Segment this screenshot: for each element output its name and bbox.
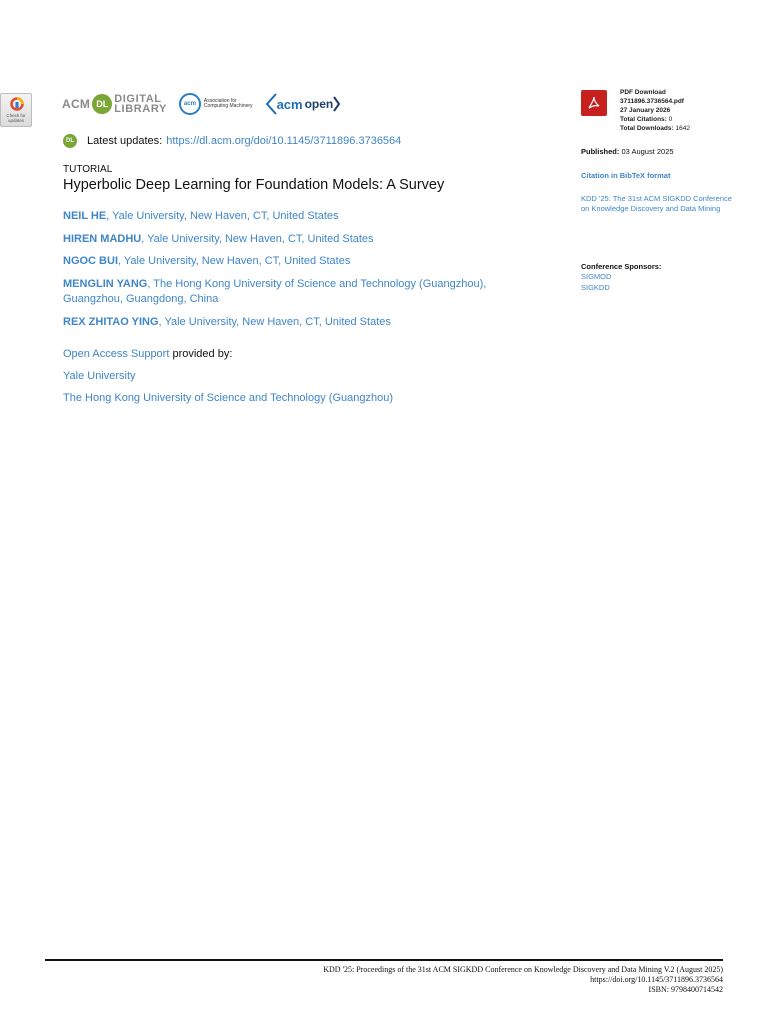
paper-title: Hyperbolic Deep Learning for Foundation Models: A Survey <box>63 177 445 193</box>
acm-open-logo <box>265 93 342 115</box>
publisher-logos <box>62 89 341 119</box>
open-access-support <box>63 348 232 360</box>
conference-link[interactable]: KDD '25: The 31st ACM SIGKDD Conference on Knowledge Discovery and Data Mining <box>581 194 732 213</box>
pdf-download-label[interactable]: PDF Download <box>620 89 666 96</box>
open-access-suffix: provided by: <box>169 348 233 360</box>
author-entry <box>63 209 533 224</box>
pdf-download-icon[interactable] <box>581 90 607 116</box>
latest-updates-label: Latest updates: <box>87 135 163 147</box>
published-date <box>581 147 674 156</box>
total-citations <box>620 115 690 124</box>
acm-association-logo <box>179 93 253 115</box>
oa-institution-link[interactable]: The Hong Kong University of Science and Technology (Guangzhou) <box>63 392 393 404</box>
author-name-link[interactable]: NGOC BUI <box>63 255 118 267</box>
dl-logo-icon: DL <box>92 94 112 114</box>
oa-institution-link[interactable]: Yale University <box>63 370 136 382</box>
footer-divider <box>45 959 723 961</box>
check-updates-label: Check for updates <box>6 113 26 123</box>
acm-open-right-chevron-icon <box>333 93 341 115</box>
dl-word-digital: DIGITAL <box>114 93 162 105</box>
conference-sponsors-label: Conference Sponsors: <box>581 262 662 271</box>
pdf-filename: 3711896.3736564.pdf <box>620 98 684 105</box>
acm-seal-icon: acm <box>179 93 201 115</box>
author-name-link[interactable]: REX ZHITAO YING <box>63 316 159 328</box>
author-entry <box>63 315 533 330</box>
assoc-line-1: Association for <box>203 97 237 104</box>
pdf-acrobat-icon <box>586 95 602 111</box>
acm-open-left-chevron-icon <box>265 93 277 115</box>
footer-doi[interactable]: https://doi.org/10.1145/3711896.3736564 <box>590 975 723 984</box>
dl-mini-icon: DL <box>63 134 77 148</box>
author-affiliation: , Yale University, New Haven, CT, United States <box>106 210 339 222</box>
author-affiliation: , Yale University, New Haven, CT, United States <box>118 255 351 267</box>
dl-word-library: LIBRARY <box>114 103 167 115</box>
acm-logo-text: ACM <box>62 97 91 111</box>
latest-updates <box>63 134 401 148</box>
sponsor-link-sigkdd[interactable]: SIGKDD <box>581 283 610 292</box>
open-access-support-link[interactable]: Open Access Support <box>63 348 170 360</box>
acm-association-text <box>204 99 253 110</box>
author-entry <box>63 254 533 269</box>
check-for-updates-badge[interactable] <box>0 93 32 127</box>
downloads-label: Total Downloads: <box>620 125 674 132</box>
author-name-link[interactable]: MENGLIN YANG <box>63 278 148 290</box>
bibtex-citation-link[interactable]: Citation in BibTeX format <box>581 171 671 180</box>
footer-citation <box>323 965 723 995</box>
paper-type-label: TUTORIAL <box>63 164 113 175</box>
assoc-line-2: Computing Machinery <box>203 103 253 109</box>
footer-proceedings: KDD '25: Proceedings of the 31st ACM SIGKDD Conference on Knowledge Discovery and Data Mining V.2 (August 2025) <box>323 965 723 974</box>
latest-updates-link[interactable]: https://dl.acm.org/doi/10.1145/3711896.3736564 <box>166 135 402 147</box>
author-entry <box>63 277 533 307</box>
citations-count: 0 <box>668 116 673 123</box>
acm-open-open-text: open <box>304 97 334 111</box>
published-value: 03 August 2025 <box>621 147 674 156</box>
footer-isbn: ISBN: 9798400714542 <box>648 985 723 994</box>
author-name-link[interactable]: NEIL HE <box>63 210 107 222</box>
acm-open-acm-text: acm <box>276 96 303 112</box>
citations-label: Total Citations: <box>620 116 667 123</box>
digital-library-logo-text <box>114 94 167 114</box>
author-entry <box>63 232 533 247</box>
author-name-link[interactable]: HIREN MADHU <box>63 233 142 245</box>
pdf-download-info <box>620 88 690 133</box>
published-label: Published: <box>581 147 620 156</box>
author-affiliation: , Yale University, New Haven, CT, United States <box>141 233 374 245</box>
total-downloads <box>620 124 690 133</box>
pdf-date: 27 January 2026 <box>620 107 671 114</box>
check-updates-icon <box>10 97 24 111</box>
sponsor-link-sigmod[interactable]: SIGMOD <box>581 272 612 281</box>
author-affiliation: , Yale University, New Haven, CT, United States <box>158 316 391 328</box>
author-affiliation: , The Hong Kong University of Science and Technology (Guangzhou), Guangzhou, Guangdong, China <box>63 278 487 305</box>
downloads-count: 1642 <box>675 125 690 132</box>
